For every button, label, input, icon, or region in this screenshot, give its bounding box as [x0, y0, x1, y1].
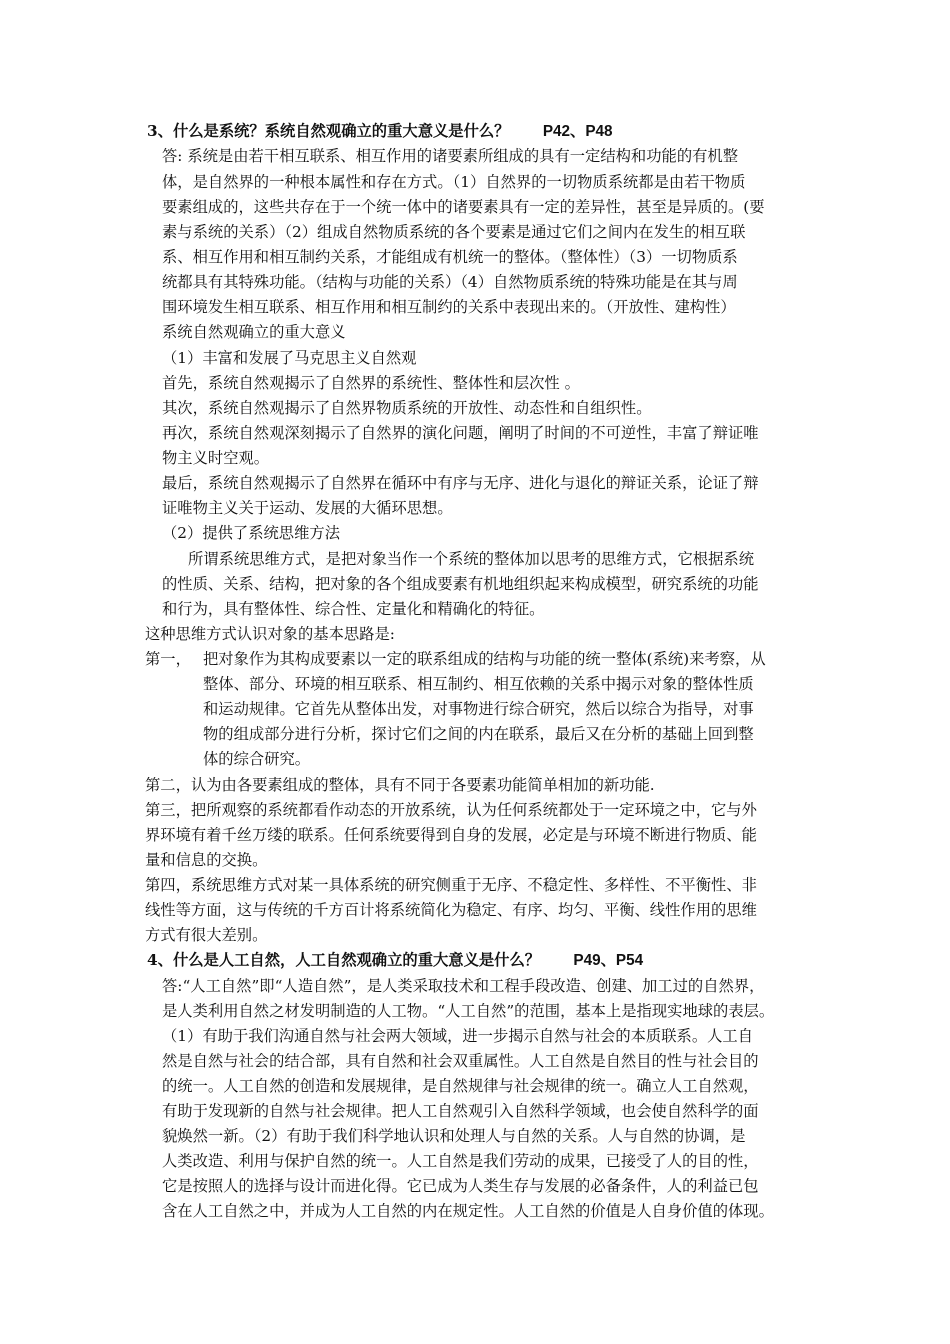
q3-answer-line: 答: 系统是由若干相互联系、相互作用的诸要素所组成的具有一定结构和功能的有机整 — [162, 147, 739, 165]
q3-answer-line: 统都具有其特殊功能。（结构与功能的关系）（4）自然物质系统的特殊功能是在其与周 — [162, 273, 738, 291]
first-label: 第一， — [145, 650, 191, 668]
third-line: 界环境有着千丝万缕的联系。任何系统要得到自身的发展，必定是与环境不断进行物质、能 — [145, 826, 757, 844]
second-point: 第二，认为由各要素组成的整体，具有不同于各要素功能简单相加的新功能. — [145, 776, 655, 794]
q3-answer-line: 素与系统的关系）（2）组成自然物质系统的各个要素是通过它们之间内在发生的相互联 — [162, 223, 746, 241]
fourth-line: 线性等方面，这与传统的千方百计将系统简化为稳定、有序、均匀、平衡、线性作用的思维 — [145, 901, 757, 919]
point-2-line: 的性质、关系、结构，把对象的各个组成要素有机地组织起来构成模型，研究系统的功能 — [162, 575, 759, 593]
fourth-line: 第四，系统思维方式对某一具体系统的研究侧重于无序、不稳定性、多样性、不平衡性、非 — [145, 876, 757, 894]
question-4-text: 4、什么是人工自然，人工自然观确立的重大意义是什么？ — [147, 951, 541, 969]
point-1-line: 其次，系统自然观揭示了自然界物质系统的开放性、动态性和自组织性。 — [162, 399, 652, 417]
q4-answer-line: 貌焕然一新。（2）有助于我们科学地认识和处理人与自然的关系。人与自然的协调，是 — [162, 1127, 746, 1145]
first-line: 体的综合研究。 — [203, 750, 311, 768]
point-1-line: 首先，系统自然观揭示了自然界的系统性、整体性和层次性 。 — [162, 374, 580, 392]
q3-answer-line: 围环境发生相互联系、相互作用和相互制约的关系中表现出来的。（开放性、建构性） — [162, 298, 736, 316]
question-3-title — [147, 121, 613, 142]
q4-answer-line: 人类改造、利用与保护自然的统一。人工自然是我们劳动的成果，已接受了人的目的性， — [162, 1152, 759, 1170]
fourth-line: 方式有很大差别。 — [145, 926, 268, 944]
q3-answer-line: 体，是自然界的一种根本属性和存在方式。（1）自然界的一切物质系统都是由若干物质 — [162, 173, 746, 191]
question-3-page-ref: P42、P48 — [542, 123, 613, 140]
q4-answer-line: 是人类利用自然之材发明制造的人工物。“人工自然”的范围，基本上是指现实地球的表层。 — [162, 1002, 775, 1020]
q3-answer-line: 要素组成的，这些共存在于一个统一体中的诸要素具有一定的差异性，甚至是异质的。(要 — [162, 198, 765, 216]
first-line: 把对象作为其构成要素以一定的联系组成的结构与功能的统一整体(系统)来考察，从 — [203, 650, 766, 668]
point-2-line: 和行为，具有整体性、综合性、定量化和精确化的特征。 — [162, 600, 545, 618]
basic-idea-heading: 这种思维方式认识对象的基本思路是: — [145, 625, 395, 643]
q4-answer-line: 它是按照人的选择与设计而进化得。它已成为人类生存与发展的必备条件，人的利益已包 — [162, 1177, 759, 1195]
point-2-heading: （2）提供了系统思维方法 — [162, 524, 340, 542]
point-1-line: 再次，系统自然观深刻揭示了自然界的演化问题，阐明了时间的不可逆性，丰富了辩证唯 — [162, 424, 759, 442]
third-line: 量和信息的交换。 — [145, 851, 268, 869]
q4-answer-line: 答:“人工自然”即“人造自然”，是人类采取技术和工程手段改造、创建、加工过的自然界， — [162, 977, 765, 995]
q4-answer-line: 含在人工自然之中，并成为人工自然的内在规定性。人工自然的价值是人自身价值的体现。 — [162, 1202, 774, 1220]
first-line: 和运动规律。它首先从整体出发，对事物进行综合研究，然后以综合为指导，对事 — [203, 700, 754, 718]
q4-answer-line: （1）有助于我们沟通自然与社会两大领域，进一步揭示自然与社会的本质联系。人工自 — [162, 1027, 754, 1045]
third-line: 第三，把所观察的系统都看作动态的开放系统，认为任何系统都处于一定环境之中，它与外 — [145, 801, 757, 819]
q4-answer-line: 然是自然与社会的结合部，具有自然和社会双重属性。人工自然是自然目的性与社会目的 — [162, 1052, 759, 1070]
first-line: 整体、部分、环境的相互联系、相互制约、相互依赖的关系中揭示对象的整体性质 — [203, 675, 754, 693]
point-1-line: 证唯物主义关于运动、发展的大循环思想。 — [162, 499, 453, 517]
point-1-line: 物主义时空观。 — [162, 449, 270, 467]
question-3-text: 3、什么是系统？系统自然观确立的重大意义是什么？ — [147, 122, 510, 140]
q3-answer-line: 系、相互作用和相互制约关系，才能组成有机统一的整体。（整体性）（3）一切物质系 — [162, 248, 738, 266]
q4-answer-line: 的统一。人工自然的创造和发展规律，是自然规律与社会规律的统一。确立人工自然观， — [162, 1077, 759, 1095]
significance-heading: 系统自然观确立的重大意义 — [162, 323, 346, 341]
point-1-line: 最后，系统自然观揭示了自然界在循环中有序与无序、进化与退化的辩证关系，论证了辩 — [162, 474, 759, 492]
question-4-page-ref: P49、P54 — [573, 952, 644, 969]
point-1-heading: （1）丰富和发展了马克思主义自然观 — [162, 349, 417, 367]
first-line: 物的组成部分进行分析，探讨它们之间的内在联系，最后又在分析的基础上回到整 — [203, 725, 754, 743]
q4-answer-line: 有助于发现新的自然与社会规律。把人工自然观引入自然科学领域，也会使自然科学的面 — [162, 1102, 759, 1120]
point-2-line: 所谓系统思维方式，是把对象当作一个系统的整体加以思考的思维方式，它根据系统 — [188, 550, 754, 568]
question-4-title — [147, 950, 643, 971]
